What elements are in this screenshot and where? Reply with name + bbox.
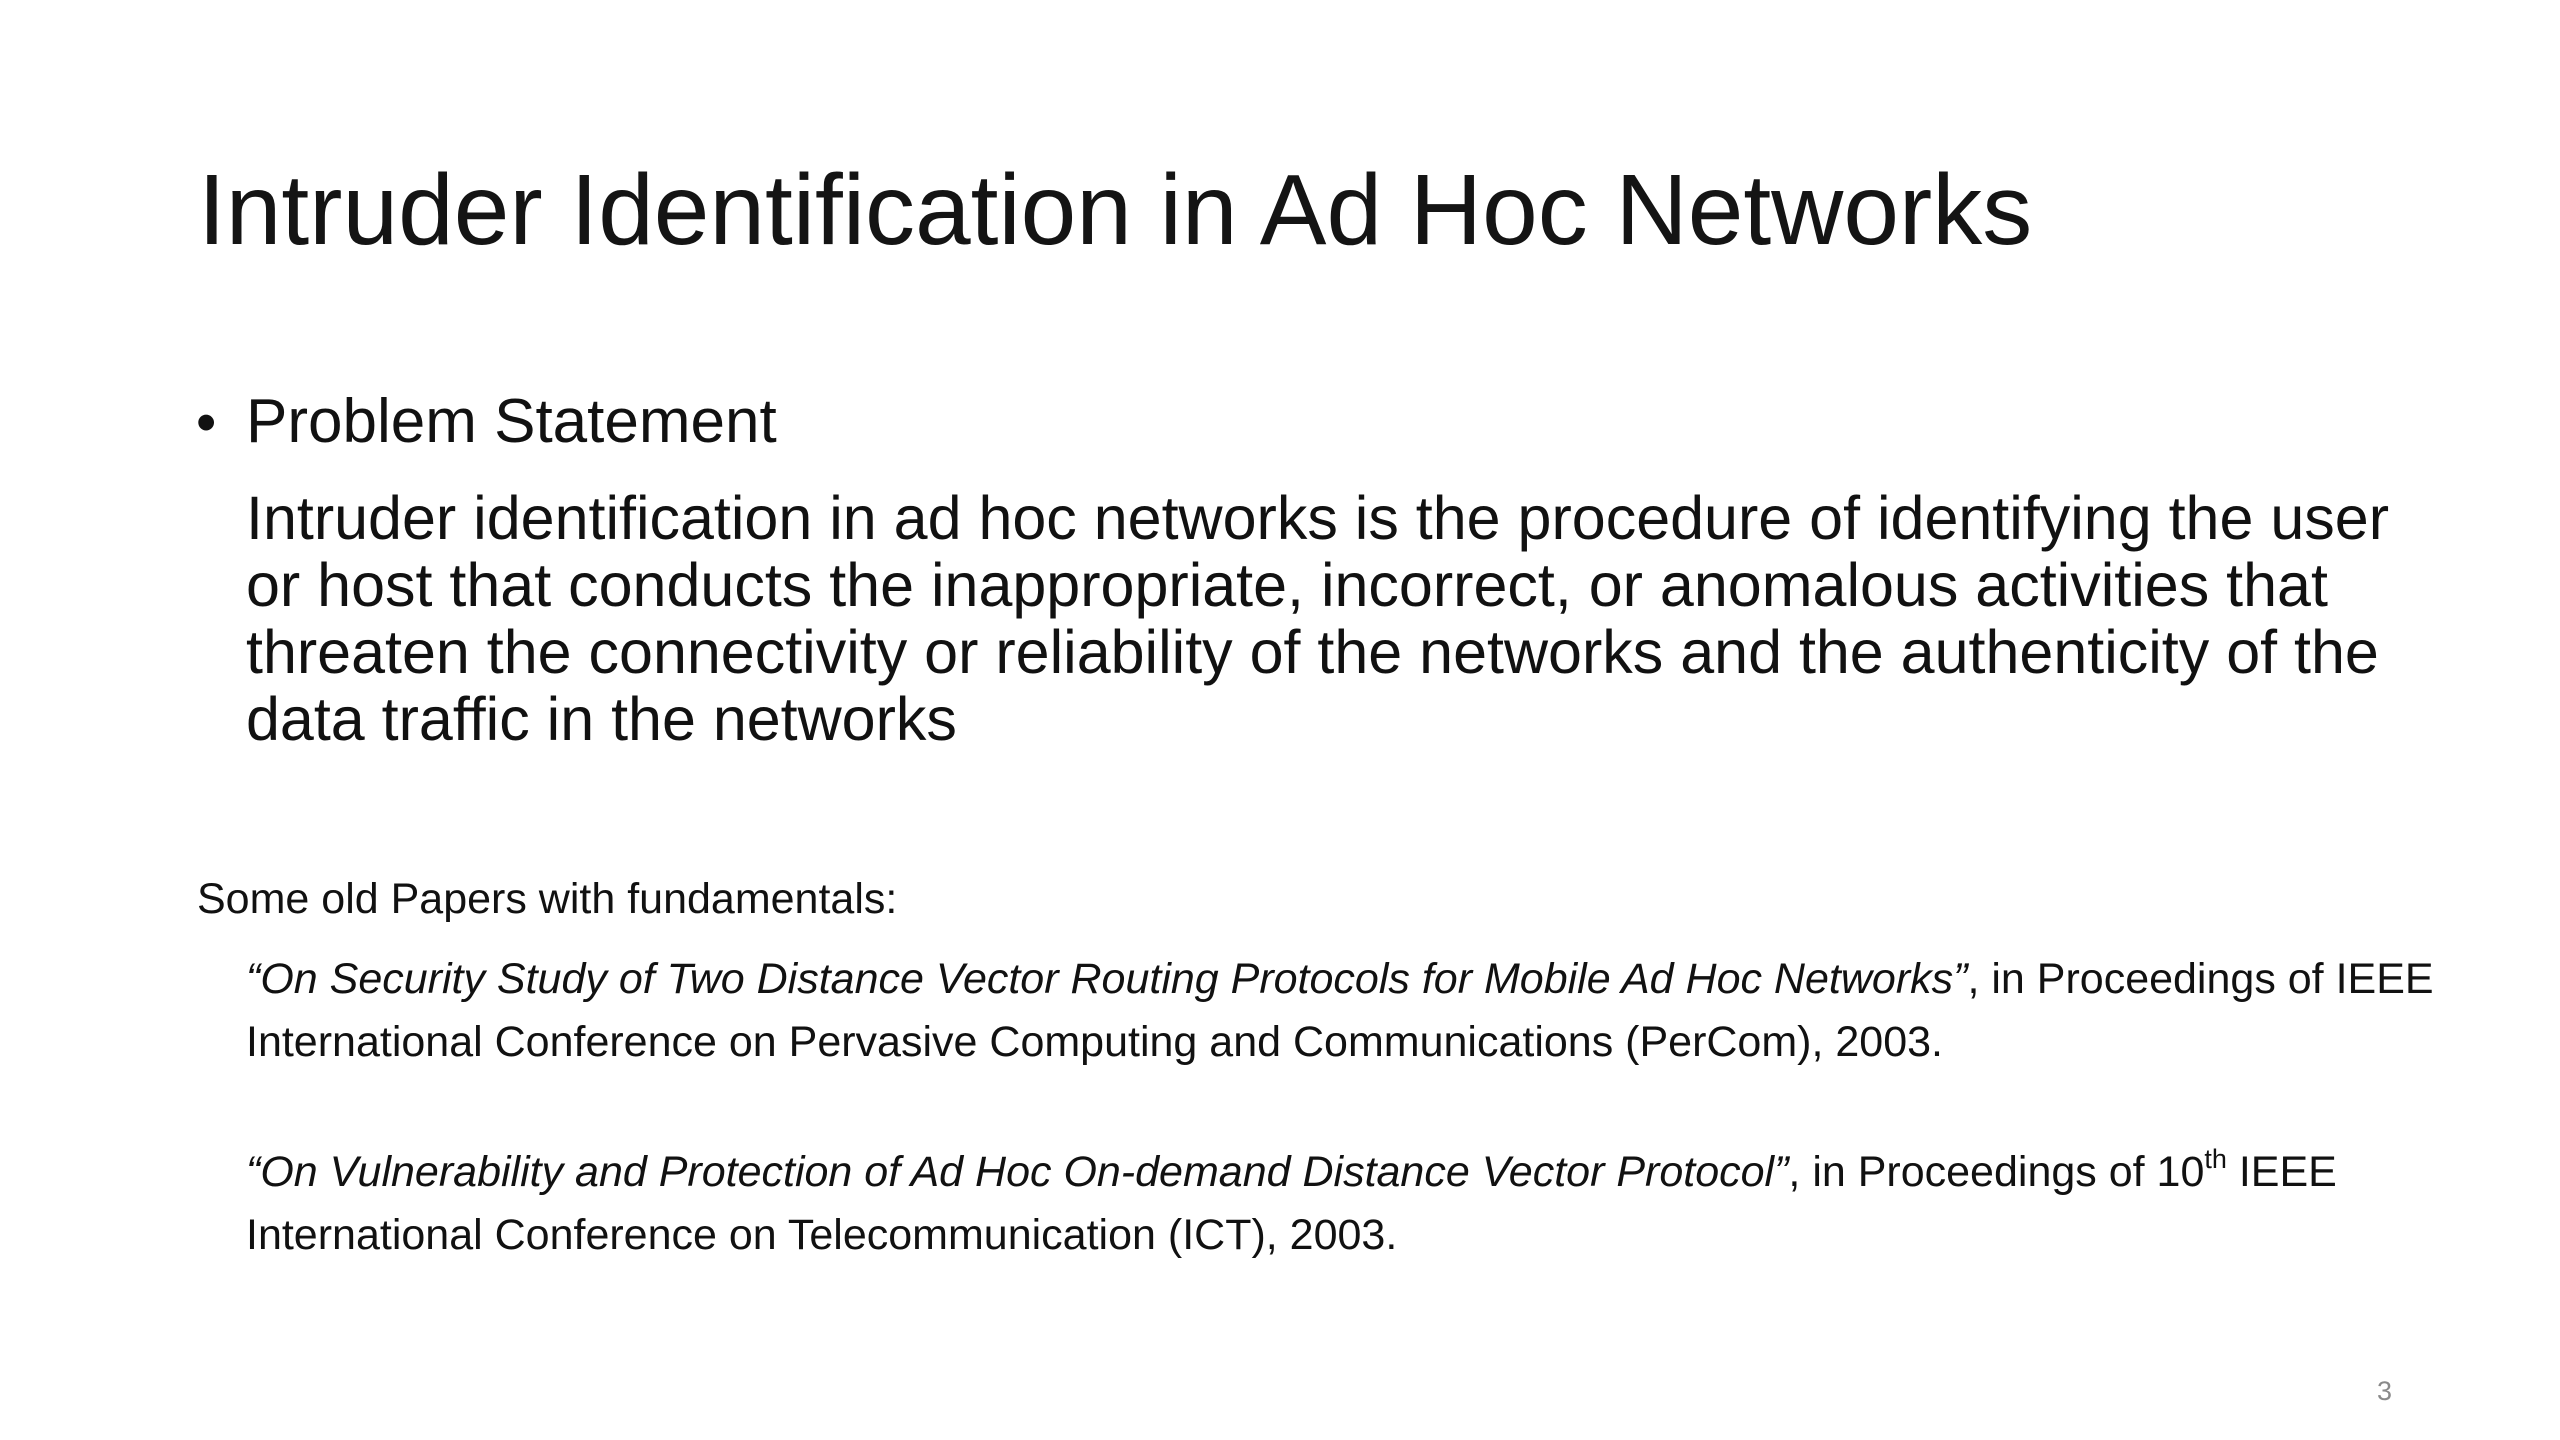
reference-details-continued: IEEE International Conference on Telecommunication (ICT), 2003.: [246, 1148, 2337, 1259]
reference-ordinal-suffix: th: [2204, 1144, 2227, 1174]
reference-item: [246, 948, 2446, 1074]
reference-close-quote: ”: [1774, 1148, 1789, 1196]
reference-details: , in Proceedings of: [1788, 1148, 2157, 1196]
reference-title: On Security Study of Two Distance Vector Routing Protocols for Mobile Ad Hoc Networks: [260, 955, 1954, 1003]
reference-close-quote: ”: [1953, 955, 1968, 1003]
reference-open-quote: “: [246, 955, 261, 1003]
bullet-heading: Problem Statement: [246, 387, 777, 456]
reference-open-quote: “: [246, 1148, 261, 1196]
reference-details: , in Proceedings of IEEE International Conference on Pervasive Computing and Communications (PerCom), 2003.: [246, 955, 2434, 1066]
slide-title: Intruder Identification in Ad Hoc Networks: [198, 154, 2033, 266]
problem-statement-text: Intruder identification in ad hoc networks is the procedure of identifying the user or host that conducts the inappropriate, incorrect, or anomalous activities that threaten the connectivity or reliability of the networks and the authenticity of the data traffic in the networks: [246, 484, 2390, 753]
page-number: 3: [2376, 1376, 2392, 1406]
bullet-heading-row: [196, 385, 777, 459]
reference-item: [246, 1141, 2446, 1267]
reference-ordinal-number: 10: [2156, 1148, 2205, 1196]
reference-title: On Vulnerability and Protection of Ad Hoc On-demand Distance Vector Protocol: [260, 1148, 1775, 1196]
bullet-marker: •: [196, 390, 217, 455]
papers-intro: Some old Papers with fundamentals:: [197, 875, 898, 923]
